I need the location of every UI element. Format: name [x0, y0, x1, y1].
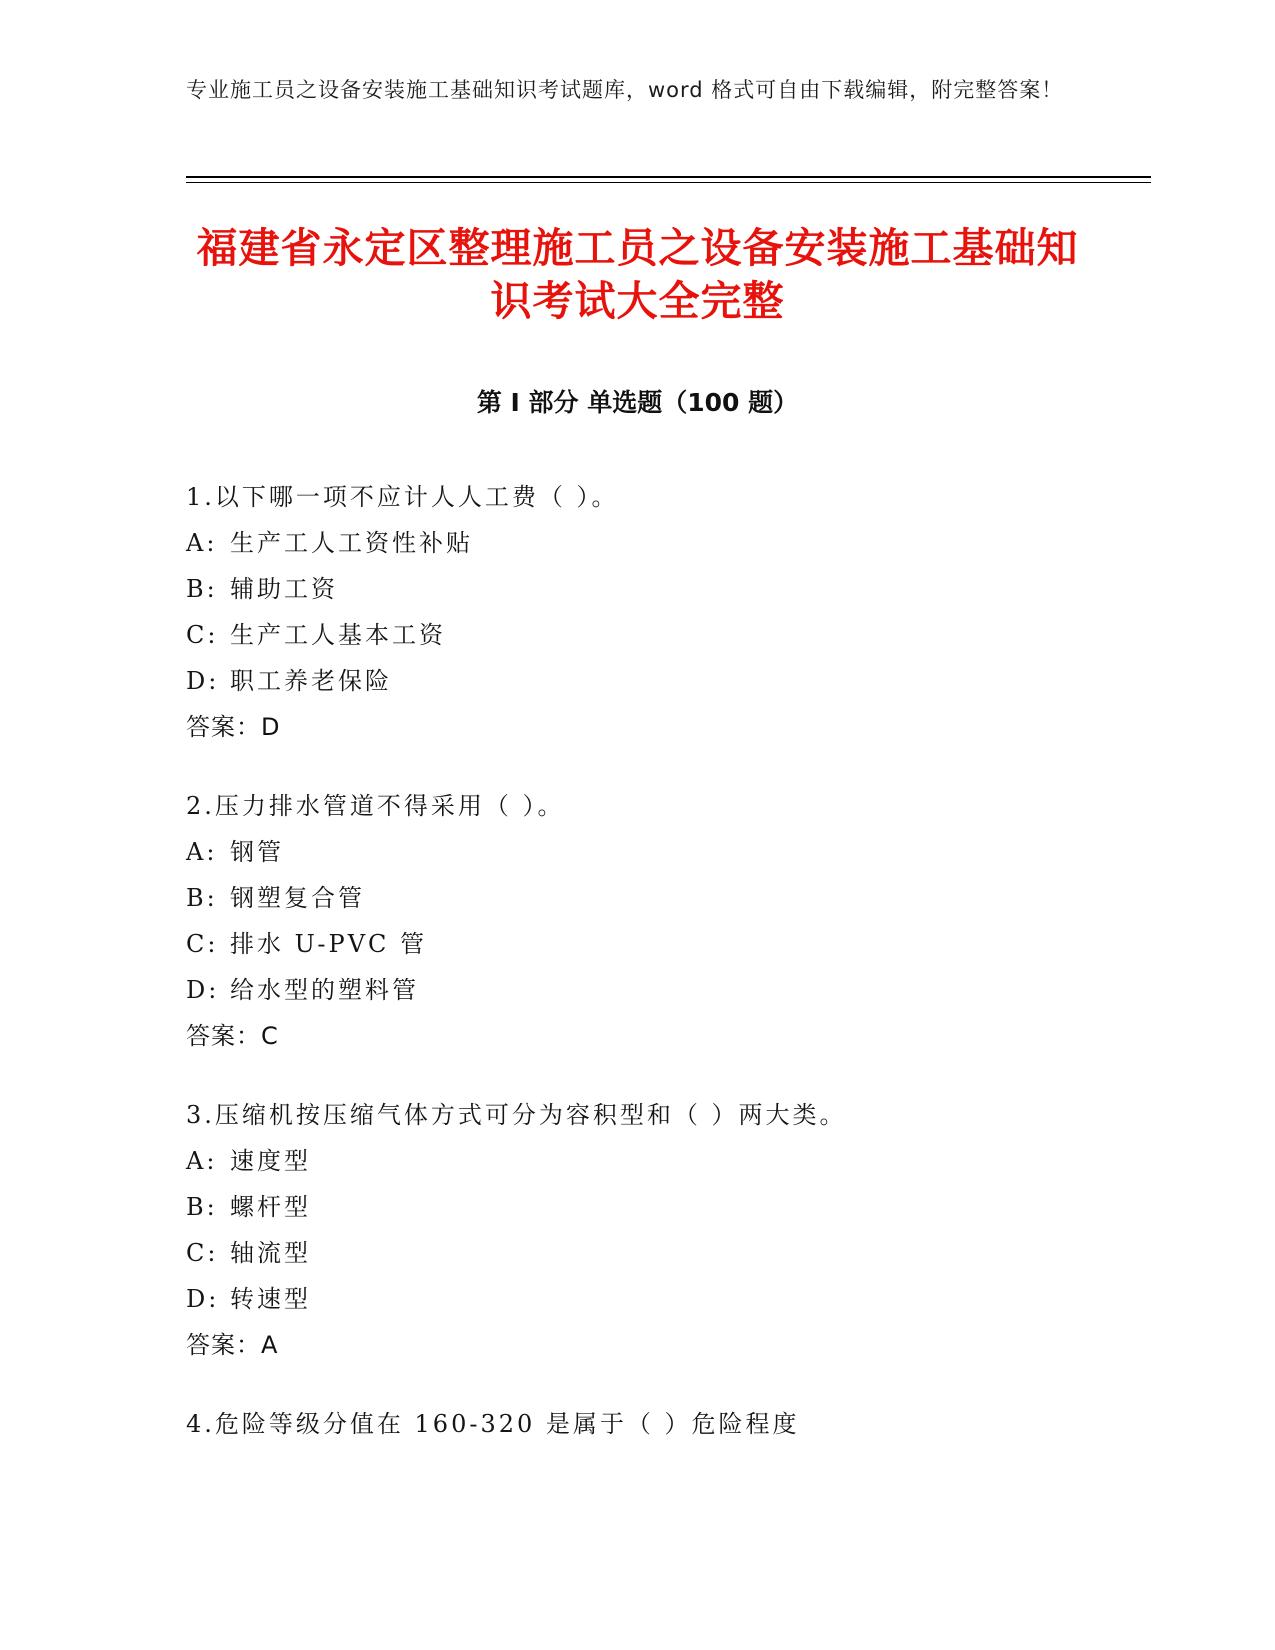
option-key: B: [186, 1193, 218, 1221]
option-text: 钢管 [230, 838, 284, 866]
question-stem: 1.以下哪一项不应计人人工费（ ）。 [186, 483, 619, 511]
option-c [186, 921, 1106, 967]
option-text: 给水型的塑料管 [230, 976, 419, 1004]
question-stem: 2.压力排水管道不得采用（ ）。 [186, 792, 565, 820]
option-key: C: [186, 930, 219, 958]
document-title: 福建省永定区整理施工员之设备安装施工基础知识考试大全完整 [196, 224, 1079, 325]
answer-label: 答案： [186, 1331, 261, 1359]
question-stem: 3.压缩机按压缩气体方式可分为容积型和（ ）两大类。 [186, 1101, 847, 1129]
option-key: B: [186, 575, 218, 603]
option-text: 轴流型 [230, 1239, 311, 1267]
question-1 [186, 474, 1106, 750]
section-heading: 第 I 部分 单选题（100 题） [476, 388, 799, 417]
question-stem: 4.危险等级分值在 160-320 是属于（ ）危险程度 [186, 1410, 800, 1438]
option-d [186, 658, 1106, 704]
option-text: 生产工人基本工资 [230, 621, 446, 649]
option-key: C: [186, 1239, 219, 1267]
option-d [186, 1276, 1106, 1322]
option-text: 钢塑复合管 [230, 884, 365, 912]
question-2 [186, 783, 1106, 1059]
option-text: 生产工人工资性补贴 [230, 529, 473, 557]
question-3 [186, 1092, 1106, 1368]
answer-line [186, 704, 1106, 750]
option-a [186, 520, 1106, 566]
option-key: B: [186, 884, 218, 912]
option-key: C: [186, 621, 219, 649]
option-a [186, 829, 1106, 875]
option-key: A: [186, 1147, 218, 1175]
option-text: 辅助工资 [230, 575, 338, 603]
header-divider-thin [186, 182, 1151, 183]
option-b [186, 1184, 1106, 1230]
option-b [186, 875, 1106, 921]
option-key: D: [186, 1285, 220, 1313]
option-key: A: [186, 838, 218, 866]
option-c [186, 1230, 1106, 1276]
option-text: 转速型 [230, 1285, 311, 1313]
answer-value: A [261, 1331, 279, 1359]
question-4 [186, 1401, 1106, 1447]
header-note: 专业施工员之设备安装施工基础知识考试题库，word 格式可自由下载编辑，附完整答案！ [186, 78, 1064, 102]
answer-line [186, 1013, 1106, 1059]
answer-line [186, 1322, 1106, 1368]
answer-value: C [261, 1022, 279, 1050]
option-a [186, 1138, 1106, 1184]
header-divider-thick [186, 176, 1151, 178]
option-key: D: [186, 667, 220, 695]
option-c [186, 612, 1106, 658]
option-b [186, 566, 1106, 612]
answer-label: 答案： [186, 713, 261, 741]
answer-label: 答案： [186, 1022, 261, 1050]
option-text: 螺杆型 [230, 1193, 311, 1221]
option-text: 排水 U-PVC 管 [230, 930, 428, 958]
option-text: 职工养老保险 [230, 667, 392, 695]
answer-value: D [261, 713, 281, 741]
option-text: 速度型 [230, 1147, 311, 1175]
option-d [186, 967, 1106, 1013]
question-list [186, 474, 1106, 1480]
option-key: D: [186, 976, 220, 1004]
option-key: A: [186, 529, 218, 557]
